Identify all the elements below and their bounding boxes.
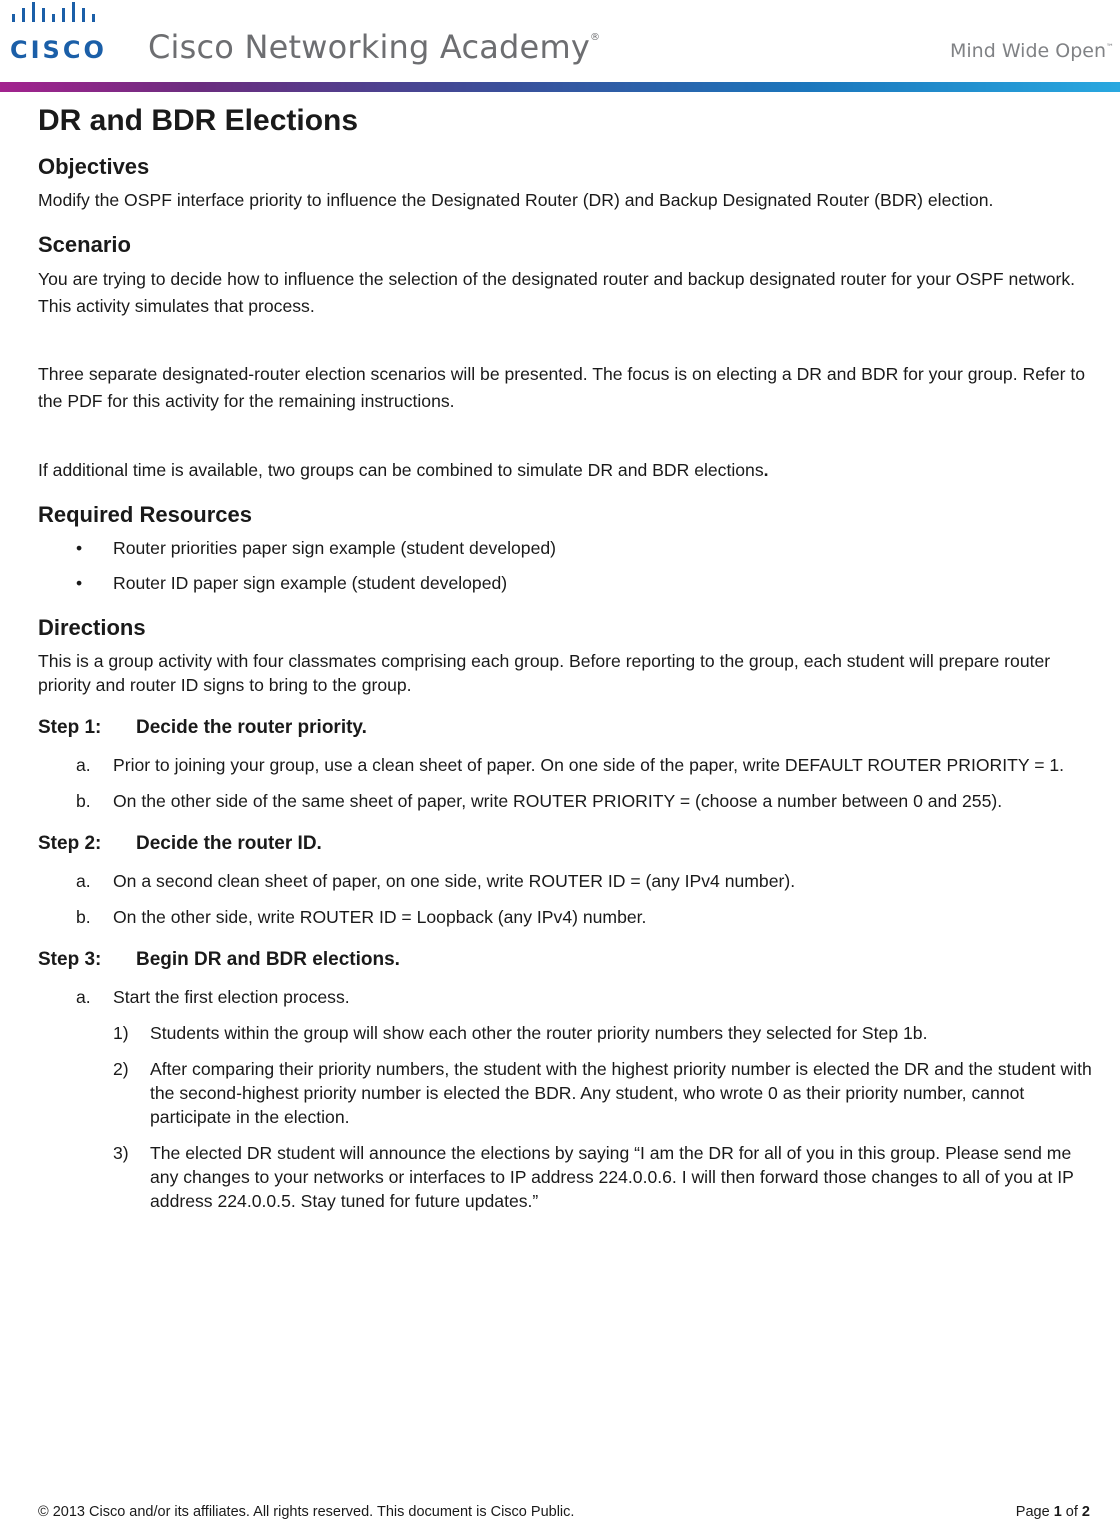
scenario-paragraph-2: Three separate designated-router election scenarios will be presented. The focus is on electing a DR and BDR for your group. Refer to the PDF for this activity for the remaining instructions. [38,364,1086,411]
page-footer [38,1504,1090,1520]
bullet-icon: • [76,538,83,558]
step-2-list [38,869,1098,929]
resources-heading: Required Resources [38,502,252,527]
scenario-section [38,232,1098,482]
header-color-bar [0,82,1120,92]
list-item: a. Start the first election process. 1) Students within the group will show each other the router priority numbers they selected for Step 1b. 2) After comparing their priority numbers, the student with the highest priority number is elected the DR and the student with the second-highest priority number is elected the BDR. Any student, who wrote 0 as their priority number, cannot participate in the election. 3) The elected DR student will announce the elections by saying “I am the DR for all of you in this group. Please send me any changes to your networks or interfaces to IP address 224.0.0.6. I will then forward those changes to all of you at IP address 224.0.0.5. Stay tuned for future updates.” [38,985,1098,1213]
objectives-text: Modify the OSPF interface priority to influence the Designated Router (DR) and Backup Designated Router (BDR) election. [38,190,994,210]
list-item: a. Prior to joining your group, use a clean sheet of paper. On one side of the paper, write DEFAULT ROUTER PRIORITY = 1. [76,755,1065,775]
step-3-list [38,985,1098,1213]
cisco-logo [8,0,118,64]
list-item: 1) Students within the group will show each other the router priority numbers they selected for Step 1b. [113,1023,928,1043]
step-2 [38,833,1098,929]
step-1-heading: Step 1: Decide the router priority. [38,717,367,738]
step-3 [38,949,1098,1213]
copyright-text: © 2013 Cisco and/or its affiliates. All rights reserved. This document is Cisco Public. [38,1504,575,1520]
step-2-heading: Step 2: Decide the router ID. [38,833,322,854]
scenario-heading: Scenario [38,232,131,257]
step-3-sublist [113,1021,1098,1213]
objectives-section [38,154,1098,212]
academy-title: Cisco Networking Academy® [148,28,601,66]
list-item: a. On a second clean sheet of paper, on one side, write ROUTER ID = (any IPv4 number). [76,871,796,891]
directions-section [38,615,1098,697]
scenario-paragraph-1: You are trying to decide how to influence the selection of the designated router and backup designated router for your OSPF network. This activity simulates that process. [38,269,1076,316]
page-title: DR and BDR Elections [38,104,359,137]
resources-section [38,502,1098,595]
tagline: Mind Wide Open™ [950,40,1114,62]
list-item: 2) After comparing their priority numbers, the student with the highest priority number is elected the DR and the student with the second-highest priority number is elected the BDR. Any student, who wrote 0 as their priority number, cannot participate in the election. [113,1059,1092,1127]
step-3-heading: Step 3: Begin DR and BDR elections. [38,949,400,970]
scenario-paragraph-3: If additional time is available, two groups can be combined to simulate DR and BDR elections. [38,460,769,480]
page-number: Page 1 of 2 [1015,1504,1090,1520]
directions-text: This is a group activity with four classmates comprising each group. Before reporting to the group, each student will prepare router priority and router ID signs to bring to the group. [38,651,1051,695]
page-header [0,0,1120,92]
list-item: • Router priorities paper sign example (student developed) [76,538,557,558]
list-item: • Router ID paper sign example (student developed) [76,573,508,593]
bullet-icon: • [76,573,83,593]
document-body [38,104,1098,1233]
resources-list [38,536,1098,595]
step-1-list [38,753,1098,813]
step-1 [38,717,1098,813]
list-item: b. On the other side of the same sheet of paper, write ROUTER PRIORITY = (choose a number between 0 and 255). [76,791,1003,811]
list-item: b. On the other side, write ROUTER ID = Loopback (any IPv4) number. [76,907,647,927]
svg-text:CISCO: CISCO [10,36,107,64]
objectives-heading: Objectives [38,154,150,179]
directions-heading: Directions [38,615,146,640]
list-item: 3) The elected DR student will announce the elections by saying “I am the DR for all of you in this group. Please send me any changes to your networks or interfaces to IP address 224.0.0.6. I will then forward those changes to all of you at IP address 224.0.0.5. Stay tuned for future updates.” [113,1143,1074,1211]
